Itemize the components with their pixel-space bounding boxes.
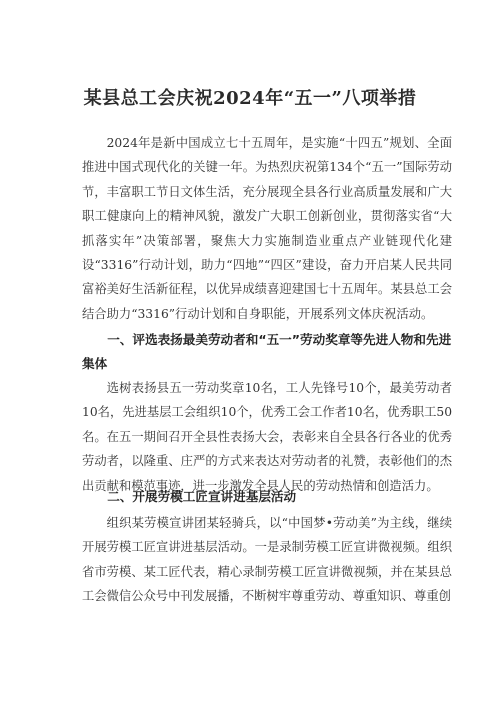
- section-paragraph: 组织某劳模宣讲团某轻骑兵，以“中国梦•劳动美”为主线，继续开展劳模工匠宣讲进基层活动。一是录制劳模工匠宣讲微视频。组织省市劳模、某工匠代表，精心录制劳模工匠宣讲微视频，并在某县总工会微信公众号中刊发展播，不断树牢尊重劳动、尊重知识、尊重创: [82, 516, 452, 604]
- section-heading: 二、开展劳模工匠宣讲进基层活动: [107, 489, 297, 504]
- intro-paragraph: 2024年是新中国成立七十五周年，是实施“十四五”规划、全面推进中国式现代化的关键一年。为热烈庆祝第134个“五一”国际劳动节，丰富职工节日文体生活，充分展现全县各行业高质量发展和广大职工健康向上的精神风貌，激发广大职工创新创业，贯彻落实省“大抓落实年”决策部署，聚焦大力实施制造业重点产业链现代化建设“3316”行动计划，助力“四地”“四区”建设，奋力开启某人民共同富裕美好生活新征程，以优异成绩喜迎建国七十五周年。某县总工会结合助力“3316”行动计划和自身职能，开展系列文体庆祝活动。: [82, 136, 452, 321]
- section-paragraph: 选树表扬县五一劳动奖章10名，工人先锋号10个，最美劳动者10名，先进基层工会组织10个，优秀工会工作者10名，优秀职工50名。在五一期间召开全县性表扬大会，表彰来自全县各行各业的优秀劳动者，以隆重、庄严的方式来表达对劳动者的礼赞，表彰他们的杰出贡献和模范事迹，进一步激发全县人民的劳动热情和创造活力。: [82, 381, 453, 493]
- document-title: 某县总工会庆祝2024年“五一”八项举措: [83, 88, 417, 109]
- section-heading: 一、评选表扬最美劳动者和“五一”劳动奖章等先进人物和先进集体: [82, 332, 452, 371]
